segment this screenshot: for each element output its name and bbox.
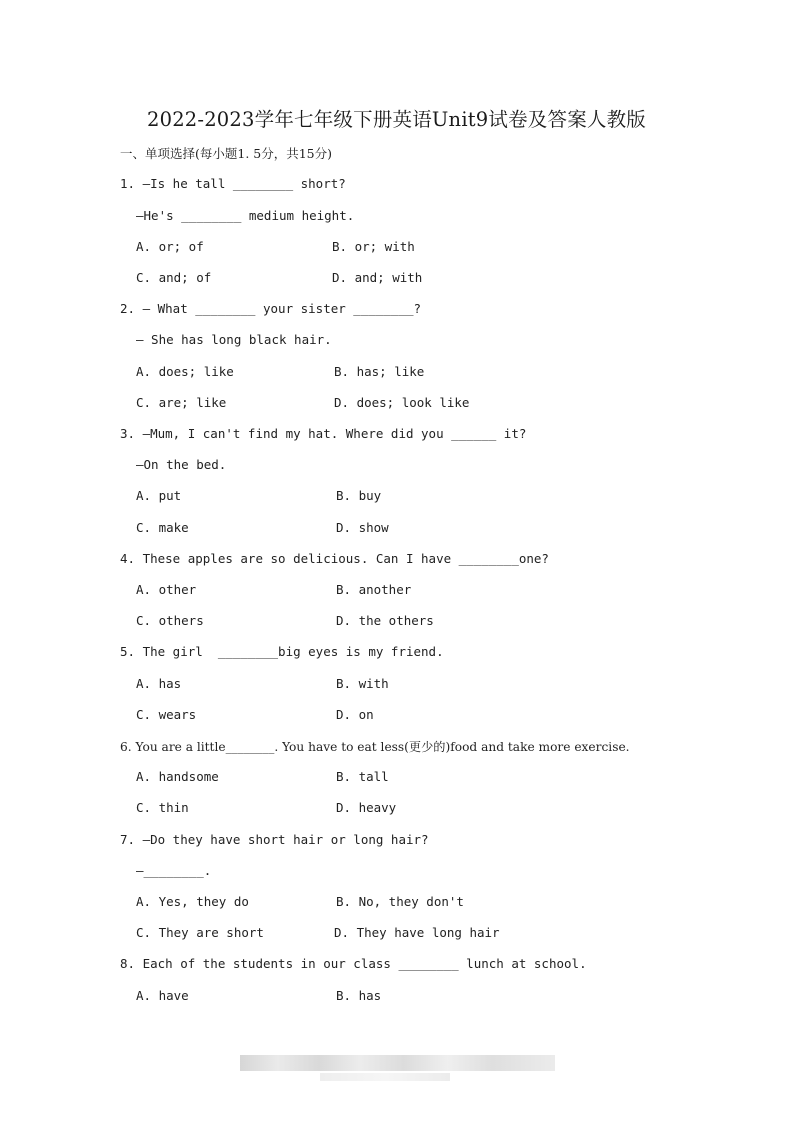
question-7-stem: 7. —Do they have short hair or long hair? — [120, 832, 429, 847]
page-title: 2022-2023学年七年级下册英语Unit9试卷及答案人教版 — [146, 108, 646, 131]
question-2-option-a[interactable]: A. does; like — [136, 364, 234, 379]
question-6-option-a[interactable]: A. handsome — [136, 769, 219, 784]
question-3-option-d[interactable]: D. show — [336, 520, 389, 535]
question-2-answer-line: — She has long black hair. — [136, 332, 332, 347]
question-8-option-a[interactable]: A. have — [136, 988, 189, 1003]
question-7-option-a[interactable]: A. Yes, they do — [136, 894, 249, 909]
question-1-option-b[interactable]: B. or; with — [332, 239, 415, 254]
question-6-option-b[interactable]: B. tall — [336, 769, 389, 784]
question-4-option-d[interactable]: D. the others — [336, 613, 434, 628]
question-1-option-c[interactable]: C. and; of — [136, 270, 212, 285]
question-2-option-d[interactable]: D. does; look like — [334, 395, 470, 410]
question-3-option-b[interactable]: B. buy — [336, 488, 382, 503]
question-1-stem: 1. —Is he tall ________ short? — [120, 176, 346, 191]
question-3-answer-line: —On the bed. — [136, 457, 227, 472]
question-5-option-d[interactable]: D. on — [336, 707, 374, 722]
question-1-option-a[interactable]: A. or; of — [136, 239, 204, 254]
question-6-option-c[interactable]: C. thin — [136, 800, 189, 815]
question-4-option-b[interactable]: B. another — [336, 582, 412, 597]
question-1-option-d[interactable]: D. and; with — [332, 270, 423, 285]
question-5-option-a[interactable]: A. has — [136, 676, 182, 691]
question-4-option-c[interactable]: C. others — [136, 613, 204, 628]
question-7-answer-line: —________. — [136, 863, 212, 878]
question-4-stem: 4. These apples are so delicious. Can I have ________one? — [120, 551, 549, 566]
question-6-stem: 6. You are a little________. You have to eat less(更少的)food and take more exercise. — [120, 740, 630, 754]
question-7-option-c[interactable]: C. They are short — [136, 925, 264, 940]
section-heading: 一、单项选择(每小题1. 5分，共15分) — [120, 146, 333, 161]
question-8-option-b[interactable]: B. has — [336, 988, 382, 1003]
question-6-option-d[interactable]: D. heavy — [336, 800, 397, 815]
question-3-option-a[interactable]: A. put — [136, 488, 182, 503]
question-5-stem: 5. The girl ________big eyes is my friend. — [120, 644, 444, 659]
question-2-option-b[interactable]: B. has; like — [334, 364, 425, 379]
question-5-option-b[interactable]: B. with — [336, 676, 389, 691]
question-2-option-c[interactable]: C. are; like — [136, 395, 227, 410]
blurred-footer-watermark-sub — [320, 1073, 450, 1081]
question-7-option-d[interactable]: D. They have long hair — [334, 925, 500, 940]
question-3-option-c[interactable]: C. make — [136, 520, 189, 535]
question-4-option-a[interactable]: A. other — [136, 582, 197, 597]
question-7-option-b[interactable]: B. No, they don't — [336, 894, 464, 909]
question-2-stem: 2. — What ________ your sister ________? — [120, 301, 422, 316]
question-3-stem: 3. —Mum, I can't find my hat. Where did you ______ it? — [120, 426, 527, 441]
question-8-stem: 8. Each of the students in our class ________ lunch at school. — [120, 956, 587, 971]
question-1-answer-line: —He's ________ medium height. — [136, 208, 355, 223]
question-5-option-c[interactable]: C. wears — [136, 707, 197, 722]
blurred-footer-watermark — [240, 1055, 555, 1071]
